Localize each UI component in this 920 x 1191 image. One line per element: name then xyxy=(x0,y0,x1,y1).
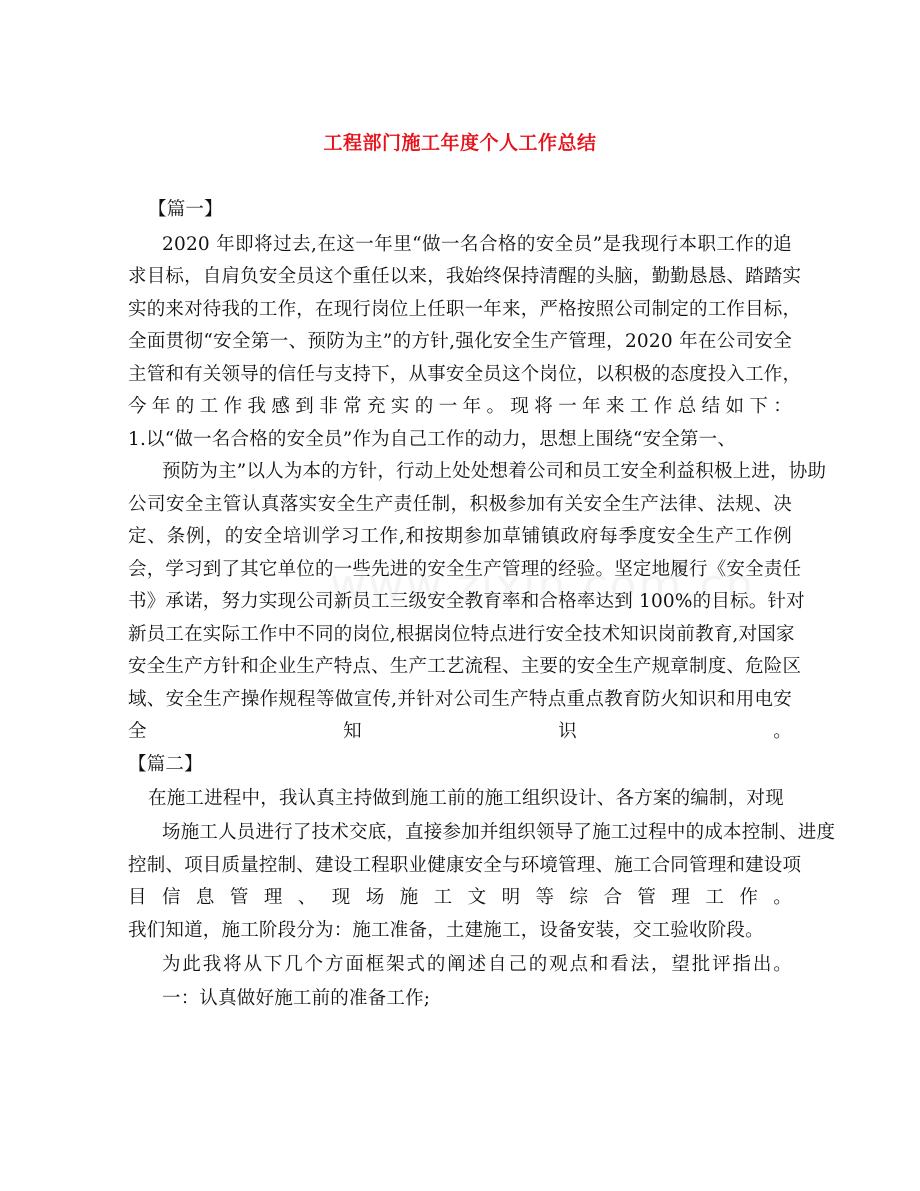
paragraph-line: 一：认真做好施工前的准备工作; xyxy=(162,988,431,1009)
paragraph-line: 1.以“做一名合格的安全员”作为自己工作的动力，思想上围绕“安全第一、 xyxy=(128,429,737,450)
paragraph-line: 定、条例，的安全培训学习工作,和按期参加草铺镇政府每季度安全生产工作例 xyxy=(128,526,792,547)
paragraph-line: 今年的工作我感到非常充实的一年。现将一年来工作总结如下： xyxy=(128,396,792,417)
paragraph-line: 新员工在实际工作中不同的岗位,根据岗位特点进行安全技术知识岗前教育,对国家 xyxy=(128,624,795,645)
paragraph-line: 控制、项目质量控制、建设工程职业健康安全与环境管理、施工合同管理和建设项 xyxy=(128,855,802,876)
paragraph-line: 全面贯彻“安全第一、预防为主”的方针,强化安全生产管理，2020 年在公司安全 xyxy=(128,331,792,352)
paragraph-line: 目信息管理、现场施工文明等综合管理工作。 xyxy=(128,887,792,908)
paragraph-line: 主管和有关领导的信任与支持下，从事安全员这个岗位，以积极的态度投入工作， xyxy=(128,364,802,385)
paragraph-line: 会，学习到了其它单位的一些先进的安全生产管理的经验。坚定地履行《安全责任 xyxy=(128,559,802,580)
paragraph-line: 我们知道，施工阶段分为：施工准备，土建施工，设备安装，交工验收阶段。 xyxy=(128,920,764,941)
section-header-2: 在施工进程中，我认真主持做到施工前的施工组织设计、各方案的编制，对现 xyxy=(148,788,784,809)
paragraph-line: 公司安全主管认真落实安全生产责任制，积极参加有关安全生产法律、法规、决 xyxy=(128,494,792,515)
paragraph-line: 场施工人员进行了技术交底，直接参加并组织领导了施工过程中的成本控制、进度 xyxy=(162,822,836,843)
paragraph-line: 为此我将从下几个方面框架式的阐述自己的观点和看法，望批评指出。 xyxy=(162,954,792,975)
paragraph-line: 全知识。 xyxy=(128,721,792,742)
section-header-1: 【篇一】 xyxy=(148,199,223,220)
document-title: 工程部门施工年度个人工作总结 xyxy=(323,132,597,154)
paragraph-line: 求目标，自肩负安全员这个重任以来，我始终保持清醒的头脑，勤勤恳恳、踏踏实 xyxy=(128,266,802,287)
paragraph-line: 域、安全生产操作规程等做宣传,并针对公司生产特点重点教育防火知识和用电安 xyxy=(128,689,792,710)
paragraph-line: 预防为主”以人为本的方针，行动上处处想着公司和员工安全利益积极上进，协助 xyxy=(162,461,827,482)
paragraph-line: 书》承诺，努力实现公司新员工三级安全教育率和合格率达到 100%的目标。针对 xyxy=(128,591,805,612)
paragraph-line: 2020 年即将过去,在这一年里“做一名合格的安全员”是我现行本职工作的追 xyxy=(162,234,792,255)
paragraph-line: 实的来对待我的工作，在现行岗位上任职一年来，严格按照公司制定的工作目标， xyxy=(128,299,802,320)
paragraph-line: 【篇二】 xyxy=(128,754,203,775)
paragraph-line: 安全生产方针和企业生产特点、生产工艺流程、主要的安全生产规章制度、危险区 xyxy=(128,656,802,677)
